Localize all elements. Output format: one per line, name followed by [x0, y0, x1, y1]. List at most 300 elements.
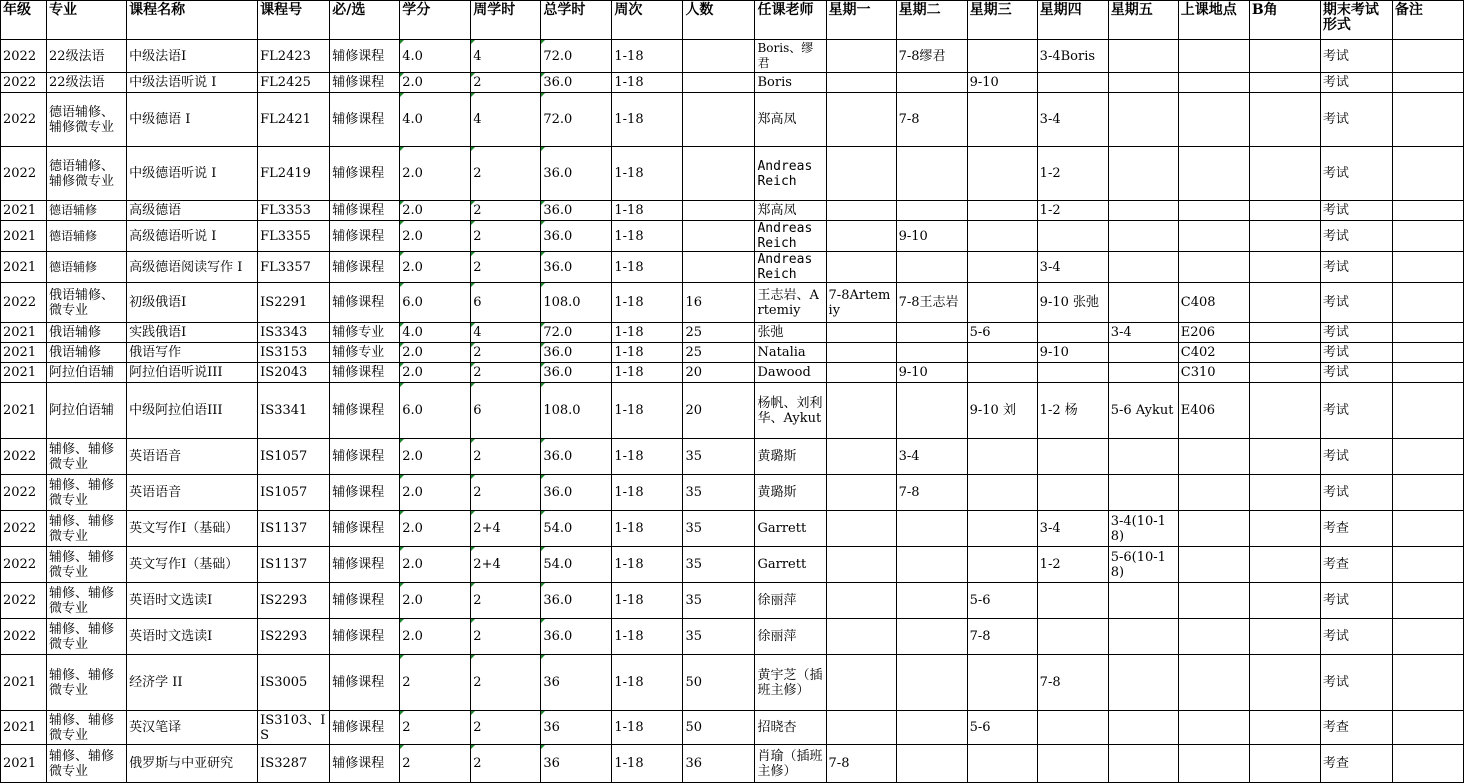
cell-year[interactable]: 2021: [1, 323, 47, 343]
cell-weeks[interactable]: 1-18: [612, 511, 683, 547]
cell-exam-form[interactable]: 考试: [1320, 383, 1392, 439]
cell-tuesday[interactable]: 7-8王志岩: [896, 283, 967, 323]
cell-weeks[interactable]: 1-18: [612, 93, 683, 147]
cell-year[interactable]: 2021: [1, 383, 47, 439]
cell-course-code[interactable]: IS3103、IS: [258, 711, 330, 745]
cell-total-hours[interactable]: 36.0: [541, 147, 612, 201]
cell-weekly-hours[interactable]: 2: [471, 73, 541, 93]
cell-required-type[interactable]: 辅修专业: [330, 323, 400, 343]
cell-year[interactable]: 2021: [1, 343, 47, 363]
cell-credits[interactable]: 2.0: [400, 475, 471, 511]
cell-location[interactable]: [1178, 439, 1249, 475]
cell-enrollment[interactable]: 36: [683, 745, 755, 783]
cell-monday[interactable]: [826, 655, 896, 711]
cell-course-code[interactable]: IS1137: [258, 547, 330, 583]
cell-credits[interactable]: 2.0: [400, 73, 471, 93]
cell-thursday[interactable]: [1037, 323, 1108, 343]
cell-course-name[interactable]: 中级法语听说 I: [127, 73, 258, 93]
cell-course-code[interactable]: IS3343: [258, 323, 330, 343]
cell-course-code[interactable]: IS3153: [258, 343, 330, 363]
cell-monday[interactable]: [826, 547, 896, 583]
cell-friday[interactable]: [1108, 93, 1178, 147]
cell-total-hours[interactable]: 36.0: [541, 221, 612, 252]
cell-wednesday[interactable]: 5-6: [967, 583, 1037, 619]
cell-location[interactable]: C408: [1178, 283, 1249, 323]
cell-teacher[interactable]: 郑高凤: [755, 93, 826, 147]
cell-course-name[interactable]: 高级德语听说 I: [127, 221, 258, 252]
cell-friday[interactable]: [1108, 475, 1178, 511]
cell-required-type[interactable]: 辅修课程: [330, 475, 400, 511]
cell-year[interactable]: 2022: [1, 147, 47, 201]
cell-weeks[interactable]: 1-18: [612, 711, 683, 745]
cell-monday[interactable]: [826, 201, 896, 221]
header-required-type[interactable]: 必/选: [330, 1, 400, 40]
cell-tuesday[interactable]: [896, 583, 967, 619]
cell-weeks[interactable]: 1-18: [612, 283, 683, 323]
cell-year[interactable]: 2022: [1, 40, 47, 73]
cell-enrollment[interactable]: 35: [683, 547, 755, 583]
cell-enrollment[interactable]: 50: [683, 711, 755, 745]
cell-enrollment[interactable]: [683, 93, 755, 147]
cell-friday[interactable]: [1108, 363, 1178, 383]
cell-thursday[interactable]: 1-2: [1037, 547, 1108, 583]
cell-course-name[interactable]: 中级阿拉伯语III: [127, 383, 258, 439]
cell-major[interactable]: 辅修、辅修微专业: [47, 475, 127, 511]
cell-thursday[interactable]: 9-10 张弛: [1037, 283, 1108, 323]
cell-tuesday[interactable]: [896, 711, 967, 745]
cell-required-type[interactable]: 辅修课程: [330, 547, 400, 583]
cell-major[interactable]: 德语辅修、辅修微专业: [47, 147, 127, 201]
cell-thursday[interactable]: 3-4: [1037, 93, 1108, 147]
cell-thursday[interactable]: [1037, 475, 1108, 511]
cell-course-name[interactable]: 英语时文选读I: [127, 583, 258, 619]
cell-year[interactable]: 2022: [1, 283, 47, 323]
cell-course-name[interactable]: 英文写作I（基础）: [127, 511, 258, 547]
cell-weekly-hours[interactable]: 4: [471, 323, 541, 343]
cell-year[interactable]: 2022: [1, 619, 47, 655]
cell-thursday[interactable]: 9-10: [1037, 343, 1108, 363]
cell-tuesday[interactable]: 9-10: [896, 363, 967, 383]
cell-major[interactable]: 俄语辅修、微专业: [47, 283, 127, 323]
cell-year[interactable]: 2022: [1, 93, 47, 147]
cell-major[interactable]: 阿拉伯语辅: [47, 383, 127, 439]
cell-weekly-hours[interactable]: 2: [471, 583, 541, 619]
cell-thursday[interactable]: [1037, 363, 1108, 383]
cell-total-hours[interactable]: 36.0: [541, 252, 612, 283]
cell-weekly-hours[interactable]: 2: [471, 655, 541, 711]
cell-teacher[interactable]: Garrett: [755, 547, 826, 583]
cell-total-hours[interactable]: 36.0: [541, 343, 612, 363]
cell-total-hours[interactable]: 36.0: [541, 201, 612, 221]
cell-location[interactable]: [1178, 475, 1249, 511]
header-remarks[interactable]: 备注: [1392, 1, 1463, 40]
cell-friday[interactable]: 5-6 Aykut: [1108, 383, 1178, 439]
cell-enrollment[interactable]: [683, 252, 755, 283]
cell-b-role[interactable]: [1249, 583, 1320, 619]
cell-teacher[interactable]: 王志岩、Artemiy: [755, 283, 826, 323]
cell-total-hours[interactable]: 36.0: [541, 619, 612, 655]
cell-course-name[interactable]: 英汉笔译: [127, 711, 258, 745]
cell-weekly-hours[interactable]: 2: [471, 343, 541, 363]
cell-weeks[interactable]: 1-18: [612, 583, 683, 619]
cell-weekly-hours[interactable]: 2: [471, 745, 541, 783]
cell-tuesday[interactable]: [896, 73, 967, 93]
cell-course-name[interactable]: 高级德语: [127, 201, 258, 221]
cell-friday[interactable]: 3-4: [1108, 323, 1178, 343]
cell-enrollment[interactable]: 35: [683, 511, 755, 547]
cell-weeks[interactable]: 1-18: [612, 547, 683, 583]
cell-year[interactable]: 2022: [1, 547, 47, 583]
cell-thursday[interactable]: [1037, 745, 1108, 783]
cell-weekly-hours[interactable]: 4: [471, 40, 541, 73]
cell-b-role[interactable]: [1249, 93, 1320, 147]
cell-remarks[interactable]: [1392, 711, 1463, 745]
cell-enrollment[interactable]: 20: [683, 363, 755, 383]
cell-course-name[interactable]: 俄语写作: [127, 343, 258, 363]
cell-wednesday[interactable]: [967, 655, 1037, 711]
cell-location[interactable]: [1178, 711, 1249, 745]
cell-location[interactable]: [1178, 655, 1249, 711]
cell-monday[interactable]: [826, 583, 896, 619]
cell-tuesday[interactable]: [896, 547, 967, 583]
cell-year[interactable]: 2021: [1, 252, 47, 283]
cell-wednesday[interactable]: [967, 547, 1037, 583]
cell-exam-form[interactable]: 考试: [1320, 40, 1392, 73]
cell-b-role[interactable]: [1249, 439, 1320, 475]
cell-remarks[interactable]: [1392, 221, 1463, 252]
cell-thursday[interactable]: 7-8: [1037, 655, 1108, 711]
cell-friday[interactable]: [1108, 147, 1178, 201]
cell-required-type[interactable]: 辅修课程: [330, 73, 400, 93]
cell-teacher[interactable]: 杨帆、刘利华、Aykut: [755, 383, 826, 439]
cell-required-type[interactable]: 辅修课程: [330, 383, 400, 439]
cell-tuesday[interactable]: [896, 147, 967, 201]
cell-total-hours[interactable]: 72.0: [541, 40, 612, 73]
cell-b-role[interactable]: [1249, 745, 1320, 783]
cell-wednesday[interactable]: [967, 439, 1037, 475]
cell-monday[interactable]: [826, 323, 896, 343]
cell-major[interactable]: 俄语辅修: [47, 323, 127, 343]
header-weekly-hours[interactable]: 周学时: [471, 1, 541, 40]
cell-exam-form[interactable]: 考试: [1320, 73, 1392, 93]
cell-b-role[interactable]: [1249, 711, 1320, 745]
cell-year[interactable]: 2022: [1, 439, 47, 475]
cell-b-role[interactable]: [1249, 363, 1320, 383]
cell-weeks[interactable]: 1-18: [612, 439, 683, 475]
cell-exam-form[interactable]: 考试: [1320, 323, 1392, 343]
cell-friday[interactable]: [1108, 40, 1178, 73]
cell-thursday[interactable]: [1037, 619, 1108, 655]
cell-major[interactable]: 辅修、辅修微专业: [47, 547, 127, 583]
cell-weekly-hours[interactable]: 4: [471, 93, 541, 147]
cell-b-role[interactable]: [1249, 323, 1320, 343]
cell-thursday[interactable]: [1037, 73, 1108, 93]
cell-wednesday[interactable]: 9-10: [967, 73, 1037, 93]
cell-course-name[interactable]: 中级法语I: [127, 40, 258, 73]
cell-required-type[interactable]: 辅修课程: [330, 283, 400, 323]
cell-monday[interactable]: [826, 439, 896, 475]
cell-thursday[interactable]: 3-4: [1037, 252, 1108, 283]
cell-weeks[interactable]: 1-18: [612, 147, 683, 201]
cell-exam-form[interactable]: 考查: [1320, 745, 1392, 783]
header-weeks[interactable]: 周次: [612, 1, 683, 40]
cell-major[interactable]: 德语辅修: [47, 252, 127, 283]
cell-b-role[interactable]: [1249, 201, 1320, 221]
cell-major[interactable]: 俄语辅修: [47, 343, 127, 363]
cell-required-type[interactable]: 辅修课程: [330, 147, 400, 201]
cell-credits[interactable]: 2.0: [400, 547, 471, 583]
cell-year[interactable]: 2021: [1, 363, 47, 383]
cell-location[interactable]: [1178, 583, 1249, 619]
cell-friday[interactable]: [1108, 439, 1178, 475]
cell-monday[interactable]: [826, 363, 896, 383]
cell-remarks[interactable]: [1392, 283, 1463, 323]
header-b-role[interactable]: B角: [1249, 1, 1320, 40]
cell-exam-form[interactable]: 考试: [1320, 252, 1392, 283]
cell-monday[interactable]: [826, 475, 896, 511]
cell-weekly-hours[interactable]: 2: [471, 363, 541, 383]
cell-thursday[interactable]: [1037, 711, 1108, 745]
cell-course-code[interactable]: IS3005: [258, 655, 330, 711]
cell-course-code[interactable]: IS1057: [258, 439, 330, 475]
cell-friday[interactable]: [1108, 73, 1178, 93]
cell-exam-form[interactable]: 考试: [1320, 93, 1392, 147]
cell-course-name[interactable]: 俄罗斯与中亚研究: [127, 745, 258, 783]
cell-enrollment[interactable]: 20: [683, 383, 755, 439]
cell-required-type[interactable]: 辅修专业: [330, 343, 400, 363]
cell-location[interactable]: [1178, 73, 1249, 93]
cell-course-name[interactable]: 阿拉伯语听说III: [127, 363, 258, 383]
cell-course-name[interactable]: 高级德语阅读写作 I: [127, 252, 258, 283]
cell-remarks[interactable]: [1392, 323, 1463, 343]
cell-total-hours[interactable]: 72.0: [541, 323, 612, 343]
cell-monday[interactable]: [826, 711, 896, 745]
cell-weeks[interactable]: 1-18: [612, 383, 683, 439]
header-total-hours[interactable]: 总学时: [541, 1, 612, 40]
cell-course-code[interactable]: FL2419: [258, 147, 330, 201]
cell-course-code[interactable]: IS3341: [258, 383, 330, 439]
cell-required-type[interactable]: 辅修课程: [330, 40, 400, 73]
header-friday[interactable]: 星期五: [1108, 1, 1178, 40]
cell-exam-form[interactable]: 考试: [1320, 475, 1392, 511]
header-enrollment[interactable]: 人数: [683, 1, 755, 40]
cell-exam-form[interactable]: 考查: [1320, 511, 1392, 547]
cell-major[interactable]: 辅修、辅修微专业: [47, 655, 127, 711]
cell-required-type[interactable]: 辅修课程: [330, 655, 400, 711]
cell-tuesday[interactable]: [896, 383, 967, 439]
cell-weeks[interactable]: 1-18: [612, 323, 683, 343]
cell-credits[interactable]: 2: [400, 655, 471, 711]
cell-friday[interactable]: [1108, 619, 1178, 655]
cell-wednesday[interactable]: [967, 201, 1037, 221]
cell-monday[interactable]: 7-8: [826, 745, 896, 783]
cell-year[interactable]: 2022: [1, 511, 47, 547]
cell-course-code[interactable]: IS2293: [258, 619, 330, 655]
cell-tuesday[interactable]: 9-10: [896, 221, 967, 252]
cell-credits[interactable]: 4.0: [400, 40, 471, 73]
header-course-code[interactable]: 课程号: [258, 1, 330, 40]
cell-weekly-hours[interactable]: 2: [471, 147, 541, 201]
cell-tuesday[interactable]: [896, 323, 967, 343]
cell-weeks[interactable]: 1-18: [612, 252, 683, 283]
cell-weeks[interactable]: 1-18: [612, 221, 683, 252]
cell-remarks[interactable]: [1392, 745, 1463, 783]
cell-teacher[interactable]: 黄璐斯: [755, 475, 826, 511]
cell-teacher[interactable]: Dawood: [755, 363, 826, 383]
cell-year[interactable]: 2021: [1, 745, 47, 783]
cell-enrollment[interactable]: 50: [683, 655, 755, 711]
cell-credits[interactable]: 2: [400, 711, 471, 745]
cell-major[interactable]: 辅修、辅修微专业: [47, 711, 127, 745]
cell-course-code[interactable]: IS1057: [258, 475, 330, 511]
cell-credits[interactable]: 2.0: [400, 221, 471, 252]
cell-major[interactable]: 辅修、辅修微专业: [47, 745, 127, 783]
cell-wednesday[interactable]: [967, 147, 1037, 201]
cell-teacher[interactable]: 张弛: [755, 323, 826, 343]
cell-enrollment[interactable]: [683, 147, 755, 201]
cell-tuesday[interactable]: 3-4: [896, 439, 967, 475]
cell-enrollment[interactable]: 35: [683, 475, 755, 511]
cell-remarks[interactable]: [1392, 73, 1463, 93]
cell-exam-form[interactable]: 考试: [1320, 221, 1392, 252]
cell-monday[interactable]: [826, 73, 896, 93]
cell-required-type[interactable]: 辅修课程: [330, 93, 400, 147]
cell-b-role[interactable]: [1249, 619, 1320, 655]
cell-weekly-hours[interactable]: 2: [471, 221, 541, 252]
cell-remarks[interactable]: [1392, 583, 1463, 619]
cell-location[interactable]: [1178, 201, 1249, 221]
cell-b-role[interactable]: [1249, 511, 1320, 547]
cell-exam-form[interactable]: 考试: [1320, 439, 1392, 475]
cell-monday[interactable]: [826, 511, 896, 547]
cell-remarks[interactable]: [1392, 475, 1463, 511]
header-tuesday[interactable]: 星期二: [896, 1, 967, 40]
cell-friday[interactable]: 5-6(10-18): [1108, 547, 1178, 583]
cell-monday[interactable]: [826, 383, 896, 439]
cell-enrollment[interactable]: [683, 40, 755, 73]
cell-wednesday[interactable]: [967, 221, 1037, 252]
cell-exam-form[interactable]: 考试: [1320, 283, 1392, 323]
cell-total-hours[interactable]: 36: [541, 745, 612, 783]
cell-thursday[interactable]: [1037, 439, 1108, 475]
cell-friday[interactable]: [1108, 283, 1178, 323]
cell-year[interactable]: 2022: [1, 583, 47, 619]
cell-course-name[interactable]: 中级德语 I: [127, 93, 258, 147]
cell-credits[interactable]: 2.0: [400, 147, 471, 201]
cell-enrollment[interactable]: [683, 221, 755, 252]
cell-friday[interactable]: [1108, 711, 1178, 745]
cell-weeks[interactable]: 1-18: [612, 363, 683, 383]
cell-course-code[interactable]: FL2423: [258, 40, 330, 73]
cell-monday[interactable]: [826, 93, 896, 147]
cell-required-type[interactable]: 辅修课程: [330, 363, 400, 383]
cell-exam-form[interactable]: 考试: [1320, 619, 1392, 655]
cell-exam-form[interactable]: 考试: [1320, 363, 1392, 383]
cell-course-code[interactable]: IS2291: [258, 283, 330, 323]
cell-course-code[interactable]: FL3353: [258, 201, 330, 221]
cell-tuesday[interactable]: 7-8: [896, 475, 967, 511]
cell-total-hours[interactable]: 36.0: [541, 583, 612, 619]
cell-credits[interactable]: 4.0: [400, 93, 471, 147]
cell-thursday[interactable]: 3-4Boris: [1037, 40, 1108, 73]
cell-remarks[interactable]: [1392, 383, 1463, 439]
cell-wednesday[interactable]: 5-6: [967, 711, 1037, 745]
cell-enrollment[interactable]: 35: [683, 583, 755, 619]
cell-tuesday[interactable]: 7-8缪君: [896, 40, 967, 73]
cell-course-name[interactable]: 英语时文选读I: [127, 619, 258, 655]
cell-location[interactable]: [1178, 40, 1249, 73]
cell-credits[interactable]: 2.0: [400, 201, 471, 221]
cell-course-code[interactable]: FL2425: [258, 73, 330, 93]
cell-weeks[interactable]: 1-18: [612, 655, 683, 711]
cell-monday[interactable]: [826, 147, 896, 201]
cell-tuesday[interactable]: [896, 745, 967, 783]
cell-weeks[interactable]: 1-18: [612, 73, 683, 93]
cell-enrollment[interactable]: 25: [683, 323, 755, 343]
cell-wednesday[interactable]: [967, 40, 1037, 73]
cell-friday[interactable]: [1108, 583, 1178, 619]
cell-major[interactable]: 22级法语: [47, 73, 127, 93]
cell-monday[interactable]: [826, 343, 896, 363]
cell-weekly-hours[interactable]: 2: [471, 711, 541, 745]
cell-required-type[interactable]: 辅修课程: [330, 511, 400, 547]
cell-course-name[interactable]: 中级德语听说 I: [127, 147, 258, 201]
cell-course-code[interactable]: IS2043: [258, 363, 330, 383]
header-major[interactable]: 专业: [47, 1, 127, 40]
cell-required-type[interactable]: 辅修课程: [330, 583, 400, 619]
cell-thursday[interactable]: [1037, 221, 1108, 252]
cell-thursday[interactable]: 1-2: [1037, 201, 1108, 221]
cell-course-name[interactable]: 英语语音: [127, 439, 258, 475]
cell-course-code[interactable]: IS3287: [258, 745, 330, 783]
cell-tuesday[interactable]: [896, 252, 967, 283]
cell-wednesday[interactable]: [967, 93, 1037, 147]
cell-course-name[interactable]: 经济学 II: [127, 655, 258, 711]
cell-required-type[interactable]: 辅修课程: [330, 439, 400, 475]
cell-teacher[interactable]: Andreas Reich: [755, 252, 826, 283]
cell-monday[interactable]: [826, 40, 896, 73]
cell-enrollment[interactable]: 25: [683, 343, 755, 363]
cell-required-type[interactable]: 辅修课程: [330, 221, 400, 252]
cell-total-hours[interactable]: 108.0: [541, 283, 612, 323]
cell-remarks[interactable]: [1392, 619, 1463, 655]
cell-exam-form[interactable]: 考试: [1320, 583, 1392, 619]
header-location[interactable]: 上课地点: [1178, 1, 1249, 40]
cell-year[interactable]: 2022: [1, 475, 47, 511]
cell-monday[interactable]: [826, 252, 896, 283]
cell-remarks[interactable]: [1392, 40, 1463, 73]
header-wednesday[interactable]: 星期三: [967, 1, 1037, 40]
cell-tuesday[interactable]: [896, 343, 967, 363]
cell-course-code[interactable]: IS1137: [258, 511, 330, 547]
cell-total-hours[interactable]: 108.0: [541, 383, 612, 439]
cell-enrollment[interactable]: [683, 201, 755, 221]
cell-weekly-hours[interactable]: 2: [471, 201, 541, 221]
cell-credits[interactable]: 2.0: [400, 511, 471, 547]
cell-major[interactable]: 辅修、辅修微专业: [47, 583, 127, 619]
cell-total-hours[interactable]: 36.0: [541, 363, 612, 383]
cell-major[interactable]: 德语辅修: [47, 201, 127, 221]
cell-location[interactable]: [1178, 93, 1249, 147]
cell-friday[interactable]: [1108, 745, 1178, 783]
cell-year[interactable]: 2021: [1, 655, 47, 711]
cell-required-type[interactable]: 辅修课程: [330, 252, 400, 283]
cell-weekly-hours[interactable]: 2: [471, 619, 541, 655]
cell-location[interactable]: [1178, 252, 1249, 283]
cell-location[interactable]: C402: [1178, 343, 1249, 363]
cell-year[interactable]: 2021: [1, 221, 47, 252]
cell-required-type[interactable]: 辅修课程: [330, 201, 400, 221]
